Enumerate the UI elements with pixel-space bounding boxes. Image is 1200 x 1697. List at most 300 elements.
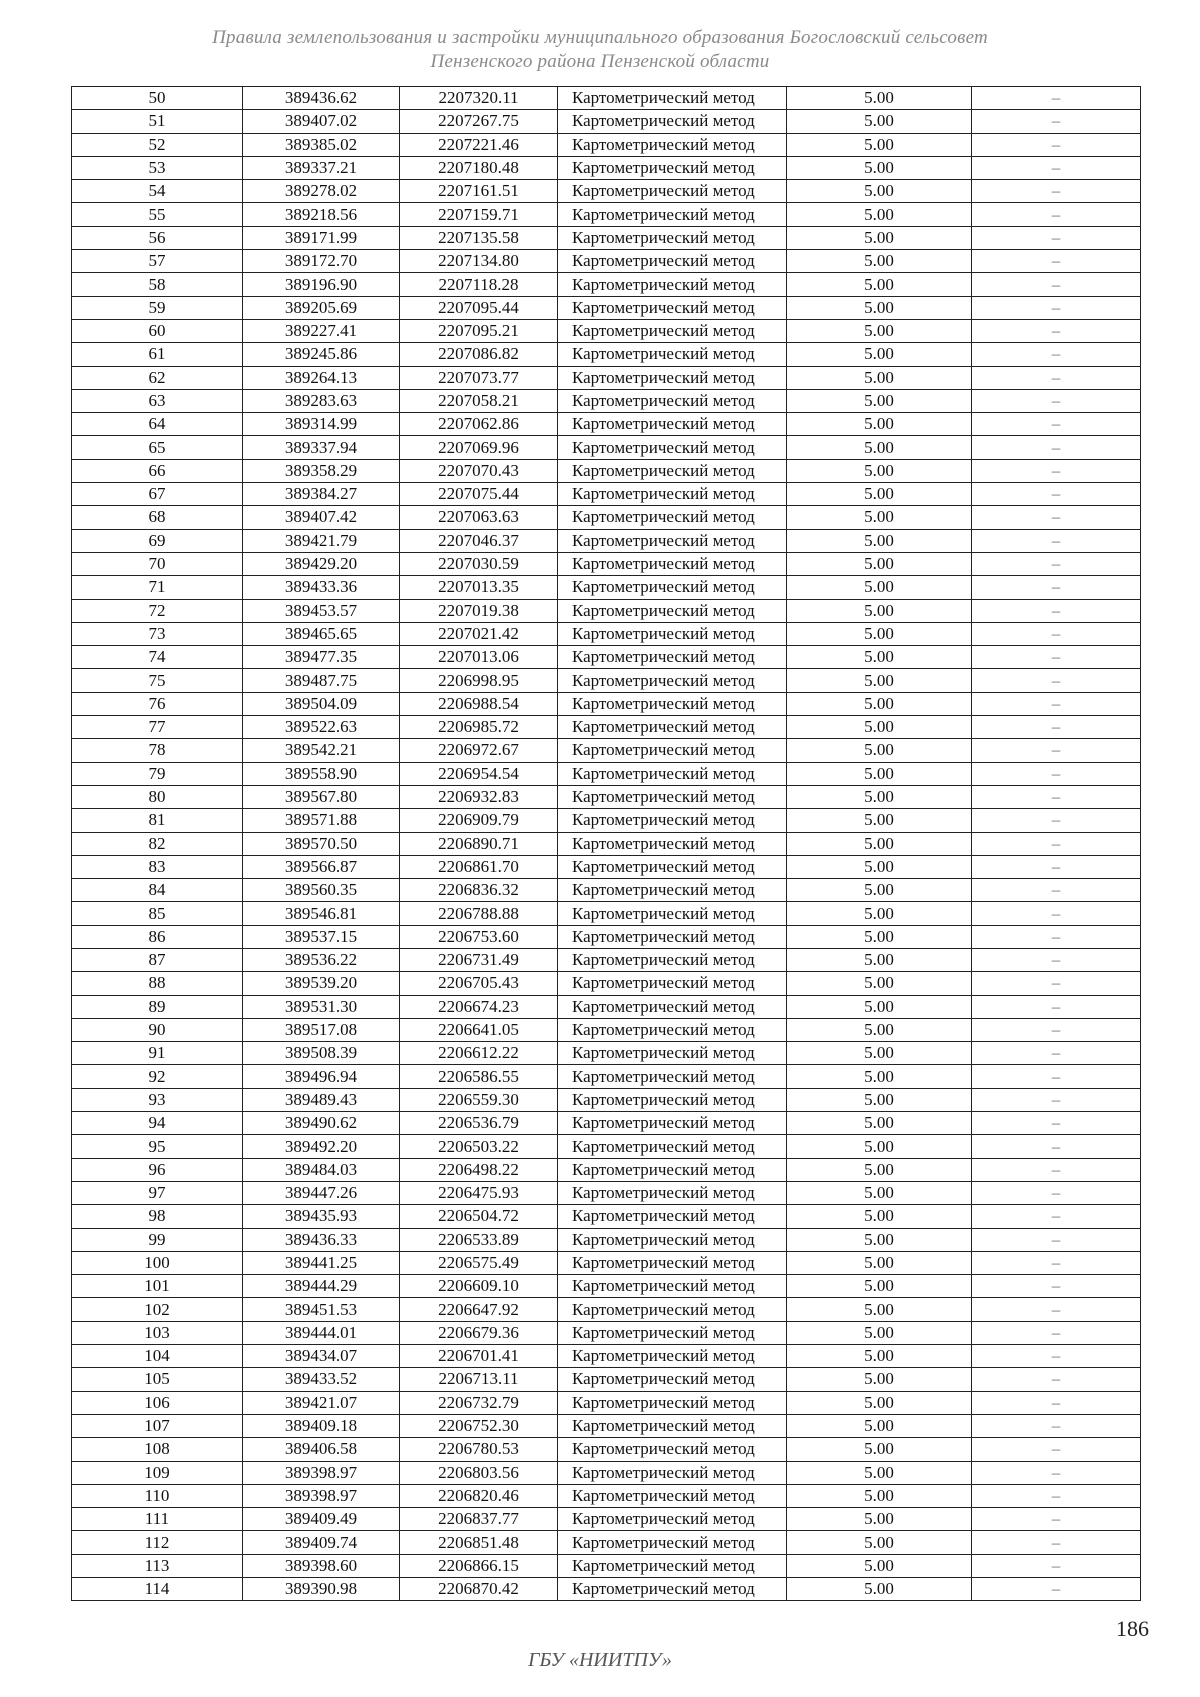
description-cell: – bbox=[972, 1251, 1141, 1274]
accuracy-cell: 5.00 bbox=[787, 296, 972, 319]
x-coordinate-cell: 389435.93 bbox=[243, 1205, 400, 1228]
point-number-cell: 73 bbox=[72, 622, 243, 645]
x-coordinate-cell: 389537.15 bbox=[243, 925, 400, 948]
point-number-cell: 112 bbox=[72, 1531, 243, 1554]
y-coordinate-cell: 2206836.32 bbox=[400, 879, 558, 902]
accuracy-cell: 5.00 bbox=[787, 1414, 972, 1437]
table-row bbox=[72, 692, 1141, 715]
x-coordinate-cell: 389536.22 bbox=[243, 948, 400, 971]
y-coordinate-cell: 2206788.88 bbox=[400, 902, 558, 925]
header-line-1: Правила землепользования и застройки муниципального образования Богословский сельсовет bbox=[212, 27, 988, 48]
accuracy-cell: 5.00 bbox=[787, 1112, 972, 1135]
method-cell: Картометрический метод bbox=[558, 319, 787, 342]
description-cell: – bbox=[972, 1438, 1141, 1461]
x-coordinate-cell: 389517.08 bbox=[243, 1018, 400, 1041]
description-cell: – bbox=[972, 785, 1141, 808]
description-cell: – bbox=[972, 1088, 1141, 1111]
table-row bbox=[72, 809, 1141, 832]
x-coordinate-cell: 389444.29 bbox=[243, 1275, 400, 1298]
accuracy-cell: 5.00 bbox=[787, 250, 972, 273]
table-row bbox=[72, 1368, 1141, 1391]
description-cell: – bbox=[972, 483, 1141, 506]
accuracy-cell: 5.00 bbox=[787, 1578, 972, 1601]
description-cell: – bbox=[972, 948, 1141, 971]
method-cell: Картометрический метод bbox=[558, 552, 787, 575]
method-cell: Картометрический метод bbox=[558, 1018, 787, 1041]
table-row bbox=[72, 972, 1141, 995]
method-cell: Картометрический метод bbox=[558, 669, 787, 692]
description-cell: – bbox=[972, 506, 1141, 529]
point-number-cell: 93 bbox=[72, 1088, 243, 1111]
method-cell: Картометрический метод bbox=[558, 692, 787, 715]
description-cell: – bbox=[972, 692, 1141, 715]
accuracy-cell: 5.00 bbox=[787, 622, 972, 645]
y-coordinate-cell: 2207221.46 bbox=[400, 133, 558, 156]
method-cell: Картометрический метод bbox=[558, 1158, 787, 1181]
table-row bbox=[72, 296, 1141, 319]
table-row bbox=[72, 785, 1141, 808]
accuracy-cell: 5.00 bbox=[787, 1088, 972, 1111]
description-cell: – bbox=[972, 646, 1141, 669]
table-row bbox=[72, 1065, 1141, 1088]
x-coordinate-cell: 389406.58 bbox=[243, 1438, 400, 1461]
y-coordinate-cell: 2206985.72 bbox=[400, 716, 558, 739]
accuracy-cell: 5.00 bbox=[787, 156, 972, 179]
description-cell: – bbox=[972, 413, 1141, 436]
description-cell: – bbox=[972, 1205, 1141, 1228]
description-cell: – bbox=[972, 180, 1141, 203]
table-row bbox=[72, 366, 1141, 389]
method-cell: Картометрический метод bbox=[558, 1298, 787, 1321]
description-cell: – bbox=[972, 366, 1141, 389]
description-cell: – bbox=[972, 1554, 1141, 1577]
accuracy-cell: 5.00 bbox=[787, 1438, 972, 1461]
y-coordinate-cell: 2207095.21 bbox=[400, 319, 558, 342]
description-cell: – bbox=[972, 156, 1141, 179]
description-cell: – bbox=[972, 1368, 1141, 1391]
y-coordinate-cell: 2207134.80 bbox=[400, 250, 558, 273]
point-number-cell: 62 bbox=[72, 366, 243, 389]
accuracy-cell: 5.00 bbox=[787, 972, 972, 995]
y-coordinate-cell: 2207159.71 bbox=[400, 203, 558, 226]
y-coordinate-cell: 2206988.54 bbox=[400, 692, 558, 715]
y-coordinate-cell: 2206954.54 bbox=[400, 762, 558, 785]
table-row bbox=[72, 459, 1141, 482]
accuracy-cell: 5.00 bbox=[787, 1321, 972, 1344]
accuracy-cell: 5.00 bbox=[787, 1042, 972, 1065]
point-number-cell: 94 bbox=[72, 1112, 243, 1135]
accuracy-cell: 5.00 bbox=[787, 180, 972, 203]
x-coordinate-cell: 389264.13 bbox=[243, 366, 400, 389]
x-coordinate-cell: 389384.27 bbox=[243, 483, 400, 506]
point-number-cell: 102 bbox=[72, 1298, 243, 1321]
x-coordinate-cell: 389444.01 bbox=[243, 1321, 400, 1344]
description-cell: – bbox=[972, 1578, 1141, 1601]
table-row bbox=[72, 1158, 1141, 1181]
accuracy-cell: 5.00 bbox=[787, 1368, 972, 1391]
method-cell: Картометрический метод bbox=[558, 576, 787, 599]
x-coordinate-cell: 389477.35 bbox=[243, 646, 400, 669]
y-coordinate-cell: 2207161.51 bbox=[400, 180, 558, 203]
point-number-cell: 89 bbox=[72, 995, 243, 1018]
x-coordinate-cell: 389571.88 bbox=[243, 809, 400, 832]
x-coordinate-cell: 389407.02 bbox=[243, 110, 400, 133]
method-cell: Картометрический метод bbox=[558, 1205, 787, 1228]
x-coordinate-cell: 389531.30 bbox=[243, 995, 400, 1018]
x-coordinate-cell: 389433.36 bbox=[243, 576, 400, 599]
point-number-cell: 99 bbox=[72, 1228, 243, 1251]
description-cell: – bbox=[972, 87, 1141, 110]
point-number-cell: 75 bbox=[72, 669, 243, 692]
x-coordinate-cell: 389434.07 bbox=[243, 1345, 400, 1368]
method-cell: Картометрический метод bbox=[558, 1321, 787, 1344]
description-cell: – bbox=[972, 1298, 1141, 1321]
table-row bbox=[72, 576, 1141, 599]
table-row bbox=[72, 483, 1141, 506]
table-row bbox=[72, 855, 1141, 878]
method-cell: Картометрический метод bbox=[558, 366, 787, 389]
accuracy-cell: 5.00 bbox=[787, 1508, 972, 1531]
point-number-cell: 82 bbox=[72, 832, 243, 855]
x-coordinate-cell: 389218.56 bbox=[243, 203, 400, 226]
point-number-cell: 66 bbox=[72, 459, 243, 482]
accuracy-cell: 5.00 bbox=[787, 716, 972, 739]
table-row bbox=[72, 1181, 1141, 1204]
method-cell: Картометрический метод bbox=[558, 716, 787, 739]
method-cell: Картометрический метод bbox=[558, 622, 787, 645]
accuracy-cell: 5.00 bbox=[787, 87, 972, 110]
x-coordinate-cell: 389560.35 bbox=[243, 879, 400, 902]
table-row bbox=[72, 1578, 1141, 1601]
accuracy-cell: 5.00 bbox=[787, 576, 972, 599]
accuracy-cell: 5.00 bbox=[787, 1251, 972, 1274]
point-number-cell: 67 bbox=[72, 483, 243, 506]
y-coordinate-cell: 2207019.38 bbox=[400, 599, 558, 622]
y-coordinate-cell: 2207267.75 bbox=[400, 110, 558, 133]
point-number-cell: 58 bbox=[72, 273, 243, 296]
table-row bbox=[72, 902, 1141, 925]
x-coordinate-cell: 389407.42 bbox=[243, 506, 400, 529]
description-cell: – bbox=[972, 832, 1141, 855]
x-coordinate-cell: 389436.62 bbox=[243, 87, 400, 110]
table-row bbox=[72, 226, 1141, 249]
point-number-cell: 64 bbox=[72, 413, 243, 436]
point-number-cell: 50 bbox=[72, 87, 243, 110]
accuracy-cell: 5.00 bbox=[787, 669, 972, 692]
method-cell: Картометрический метод bbox=[558, 1065, 787, 1088]
accuracy-cell: 5.00 bbox=[787, 366, 972, 389]
accuracy-cell: 5.00 bbox=[787, 692, 972, 715]
accuracy-cell: 5.00 bbox=[787, 646, 972, 669]
point-number-cell: 97 bbox=[72, 1181, 243, 1204]
y-coordinate-cell: 2206998.95 bbox=[400, 669, 558, 692]
point-number-cell: 55 bbox=[72, 203, 243, 226]
accuracy-cell: 5.00 bbox=[787, 809, 972, 832]
y-coordinate-cell: 2206753.60 bbox=[400, 925, 558, 948]
method-cell: Картометрический метод bbox=[558, 180, 787, 203]
x-coordinate-cell: 389539.20 bbox=[243, 972, 400, 995]
accuracy-cell: 5.00 bbox=[787, 879, 972, 902]
description-cell: – bbox=[972, 110, 1141, 133]
point-number-cell: 103 bbox=[72, 1321, 243, 1344]
accuracy-cell: 5.00 bbox=[787, 319, 972, 342]
method-cell: Картометрический метод bbox=[558, 529, 787, 552]
point-number-cell: 77 bbox=[72, 716, 243, 739]
table-row bbox=[72, 1205, 1141, 1228]
x-coordinate-cell: 389196.90 bbox=[243, 273, 400, 296]
accuracy-cell: 5.00 bbox=[787, 1205, 972, 1228]
accuracy-cell: 5.00 bbox=[787, 762, 972, 785]
point-number-cell: 100 bbox=[72, 1251, 243, 1274]
x-coordinate-cell: 389421.07 bbox=[243, 1391, 400, 1414]
point-number-cell: 51 bbox=[72, 110, 243, 133]
y-coordinate-cell: 2206731.49 bbox=[400, 948, 558, 971]
point-number-cell: 72 bbox=[72, 599, 243, 622]
method-cell: Картометрический метод bbox=[558, 809, 787, 832]
table-row bbox=[72, 273, 1141, 296]
method-cell: Картометрический метод bbox=[558, 273, 787, 296]
method-cell: Картометрический метод bbox=[558, 296, 787, 319]
y-coordinate-cell: 2206861.70 bbox=[400, 855, 558, 878]
running-header bbox=[0, 26, 1200, 74]
y-coordinate-cell: 2207013.06 bbox=[400, 646, 558, 669]
table-row bbox=[72, 925, 1141, 948]
x-coordinate-cell: 389489.43 bbox=[243, 1088, 400, 1111]
y-coordinate-cell: 2207135.58 bbox=[400, 226, 558, 249]
table-row bbox=[72, 1042, 1141, 1065]
point-number-cell: 78 bbox=[72, 739, 243, 762]
accuracy-cell: 5.00 bbox=[787, 1461, 972, 1484]
y-coordinate-cell: 2206609.10 bbox=[400, 1275, 558, 1298]
method-cell: Картометрический метод bbox=[558, 1531, 787, 1554]
table-row bbox=[72, 669, 1141, 692]
table-row bbox=[72, 1345, 1141, 1368]
method-cell: Картометрический метод bbox=[558, 1578, 787, 1601]
table-row bbox=[72, 250, 1141, 273]
method-cell: Картометрический метод bbox=[558, 646, 787, 669]
method-cell: Картометрический метод bbox=[558, 879, 787, 902]
accuracy-cell: 5.00 bbox=[787, 948, 972, 971]
description-cell: – bbox=[972, 273, 1141, 296]
table-row bbox=[72, 1414, 1141, 1437]
table-row bbox=[72, 1438, 1141, 1461]
accuracy-cell: 5.00 bbox=[787, 506, 972, 529]
point-number-cell: 70 bbox=[72, 552, 243, 575]
x-coordinate-cell: 389487.75 bbox=[243, 669, 400, 692]
x-coordinate-cell: 389542.21 bbox=[243, 739, 400, 762]
x-coordinate-cell: 389421.79 bbox=[243, 529, 400, 552]
y-coordinate-cell: 2207021.42 bbox=[400, 622, 558, 645]
x-coordinate-cell: 389429.20 bbox=[243, 552, 400, 575]
x-coordinate-cell: 389205.69 bbox=[243, 296, 400, 319]
y-coordinate-cell: 2206851.48 bbox=[400, 1531, 558, 1554]
accuracy-cell: 5.00 bbox=[787, 1391, 972, 1414]
method-cell: Картометрический метод bbox=[558, 1088, 787, 1111]
y-coordinate-cell: 2206575.49 bbox=[400, 1251, 558, 1274]
y-coordinate-cell: 2207320.11 bbox=[400, 87, 558, 110]
x-coordinate-cell: 389484.03 bbox=[243, 1158, 400, 1181]
point-number-cell: 96 bbox=[72, 1158, 243, 1181]
accuracy-cell: 5.00 bbox=[787, 529, 972, 552]
accuracy-cell: 5.00 bbox=[787, 785, 972, 808]
x-coordinate-cell: 389278.02 bbox=[243, 180, 400, 203]
method-cell: Картометрический метод bbox=[558, 1112, 787, 1135]
method-cell: Картометрический метод bbox=[558, 133, 787, 156]
accuracy-cell: 5.00 bbox=[787, 1135, 972, 1158]
y-coordinate-cell: 2207118.28 bbox=[400, 273, 558, 296]
table-row bbox=[72, 133, 1141, 156]
x-coordinate-cell: 389522.63 bbox=[243, 716, 400, 739]
method-cell: Картометрический метод bbox=[558, 413, 787, 436]
y-coordinate-cell: 2206475.93 bbox=[400, 1181, 558, 1204]
description-cell: – bbox=[972, 1065, 1141, 1088]
table-row bbox=[72, 319, 1141, 342]
description-cell: – bbox=[972, 389, 1141, 412]
point-number-cell: 110 bbox=[72, 1484, 243, 1507]
y-coordinate-cell: 2206837.77 bbox=[400, 1508, 558, 1531]
description-cell: – bbox=[972, 1275, 1141, 1298]
y-coordinate-cell: 2207070.43 bbox=[400, 459, 558, 482]
point-number-cell: 106 bbox=[72, 1391, 243, 1414]
point-number-cell: 101 bbox=[72, 1275, 243, 1298]
method-cell: Картометрический метод bbox=[558, 226, 787, 249]
x-coordinate-cell: 389398.97 bbox=[243, 1484, 400, 1507]
table-row bbox=[72, 436, 1141, 459]
method-cell: Картометрический метод bbox=[558, 506, 787, 529]
y-coordinate-cell: 2207180.48 bbox=[400, 156, 558, 179]
table-row bbox=[72, 1554, 1141, 1577]
accuracy-cell: 5.00 bbox=[787, 110, 972, 133]
point-number-cell: 61 bbox=[72, 343, 243, 366]
point-number-cell: 85 bbox=[72, 902, 243, 925]
description-cell: – bbox=[972, 576, 1141, 599]
description-cell: – bbox=[972, 1391, 1141, 1414]
table-row bbox=[72, 1298, 1141, 1321]
description-cell: – bbox=[972, 809, 1141, 832]
method-cell: Картометрический метод bbox=[558, 436, 787, 459]
table-row bbox=[72, 739, 1141, 762]
method-cell: Картометрический метод bbox=[558, 1345, 787, 1368]
table-row bbox=[72, 1112, 1141, 1135]
description-cell: – bbox=[972, 296, 1141, 319]
table-row bbox=[72, 552, 1141, 575]
method-cell: Картометрический метод bbox=[558, 1391, 787, 1414]
accuracy-cell: 5.00 bbox=[787, 389, 972, 412]
x-coordinate-cell: 389567.80 bbox=[243, 785, 400, 808]
method-cell: Картометрический метод bbox=[558, 1414, 787, 1437]
accuracy-cell: 5.00 bbox=[787, 203, 972, 226]
x-coordinate-cell: 389504.09 bbox=[243, 692, 400, 715]
point-number-cell: 80 bbox=[72, 785, 243, 808]
accuracy-cell: 5.00 bbox=[787, 1181, 972, 1204]
x-coordinate-cell: 389314.99 bbox=[243, 413, 400, 436]
header-line-2: Пензенского района Пензенской области bbox=[430, 51, 770, 72]
y-coordinate-cell: 2207095.44 bbox=[400, 296, 558, 319]
point-number-cell: 68 bbox=[72, 506, 243, 529]
description-cell: – bbox=[972, 1018, 1141, 1041]
description-cell: – bbox=[972, 1181, 1141, 1204]
table-row bbox=[72, 156, 1141, 179]
y-coordinate-cell: 2206679.36 bbox=[400, 1321, 558, 1344]
description-cell: – bbox=[972, 1158, 1141, 1181]
x-coordinate-cell: 389546.81 bbox=[243, 902, 400, 925]
table-row bbox=[72, 180, 1141, 203]
method-cell: Картометрический метод bbox=[558, 1275, 787, 1298]
description-cell: – bbox=[972, 1321, 1141, 1344]
table-row bbox=[72, 389, 1141, 412]
x-coordinate-cell: 389390.98 bbox=[243, 1578, 400, 1601]
point-number-cell: 88 bbox=[72, 972, 243, 995]
description-cell: – bbox=[972, 599, 1141, 622]
y-coordinate-cell: 2206504.72 bbox=[400, 1205, 558, 1228]
table-row bbox=[72, 622, 1141, 645]
y-coordinate-cell: 2207030.59 bbox=[400, 552, 558, 575]
point-number-cell: 111 bbox=[72, 1508, 243, 1531]
description-cell: – bbox=[972, 1531, 1141, 1554]
method-cell: Картометрический метод bbox=[558, 110, 787, 133]
description-cell: – bbox=[972, 1042, 1141, 1065]
description-cell: – bbox=[972, 669, 1141, 692]
accuracy-cell: 5.00 bbox=[787, 925, 972, 948]
x-coordinate-cell: 389508.39 bbox=[243, 1042, 400, 1065]
description-cell: – bbox=[972, 1228, 1141, 1251]
point-number-cell: 59 bbox=[72, 296, 243, 319]
y-coordinate-cell: 2206870.42 bbox=[400, 1578, 558, 1601]
accuracy-cell: 5.00 bbox=[787, 739, 972, 762]
accuracy-cell: 5.00 bbox=[787, 1065, 972, 1088]
point-number-cell: 71 bbox=[72, 576, 243, 599]
accuracy-cell: 5.00 bbox=[787, 226, 972, 249]
x-coordinate-cell: 389283.63 bbox=[243, 389, 400, 412]
x-coordinate-cell: 389492.20 bbox=[243, 1135, 400, 1158]
footer-organization: ГБУ «НИИТПУ» bbox=[528, 1649, 672, 1671]
table-row bbox=[72, 506, 1141, 529]
y-coordinate-cell: 2206701.41 bbox=[400, 1345, 558, 1368]
table-row bbox=[72, 948, 1141, 971]
method-cell: Картометрический метод bbox=[558, 599, 787, 622]
y-coordinate-cell: 2207046.37 bbox=[400, 529, 558, 552]
y-coordinate-cell: 2206803.56 bbox=[400, 1461, 558, 1484]
method-cell: Картометрический метод bbox=[558, 972, 787, 995]
table-row bbox=[72, 1508, 1141, 1531]
point-number-cell: 52 bbox=[72, 133, 243, 156]
table-row bbox=[72, 1531, 1141, 1554]
x-coordinate-cell: 389172.70 bbox=[243, 250, 400, 273]
coordinates-table bbox=[71, 86, 1141, 1601]
point-number-cell: 63 bbox=[72, 389, 243, 412]
point-number-cell: 84 bbox=[72, 879, 243, 902]
accuracy-cell: 5.00 bbox=[787, 1484, 972, 1507]
method-cell: Картометрический метод bbox=[558, 1438, 787, 1461]
table-row bbox=[72, 1321, 1141, 1344]
method-cell: Картометрический метод bbox=[558, 995, 787, 1018]
point-number-cell: 114 bbox=[72, 1578, 243, 1601]
x-coordinate-cell: 389398.60 bbox=[243, 1554, 400, 1577]
table-row bbox=[72, 203, 1141, 226]
y-coordinate-cell: 2206641.05 bbox=[400, 1018, 558, 1041]
y-coordinate-cell: 2206972.67 bbox=[400, 739, 558, 762]
description-cell: – bbox=[972, 133, 1141, 156]
accuracy-cell: 5.00 bbox=[787, 1345, 972, 1368]
point-number-cell: 57 bbox=[72, 250, 243, 273]
table-row bbox=[72, 1484, 1141, 1507]
table-row bbox=[72, 995, 1141, 1018]
method-cell: Картометрический метод bbox=[558, 389, 787, 412]
point-number-cell: 56 bbox=[72, 226, 243, 249]
y-coordinate-cell: 2207069.96 bbox=[400, 436, 558, 459]
x-coordinate-cell: 389566.87 bbox=[243, 855, 400, 878]
method-cell: Картометрический метод bbox=[558, 1042, 787, 1065]
